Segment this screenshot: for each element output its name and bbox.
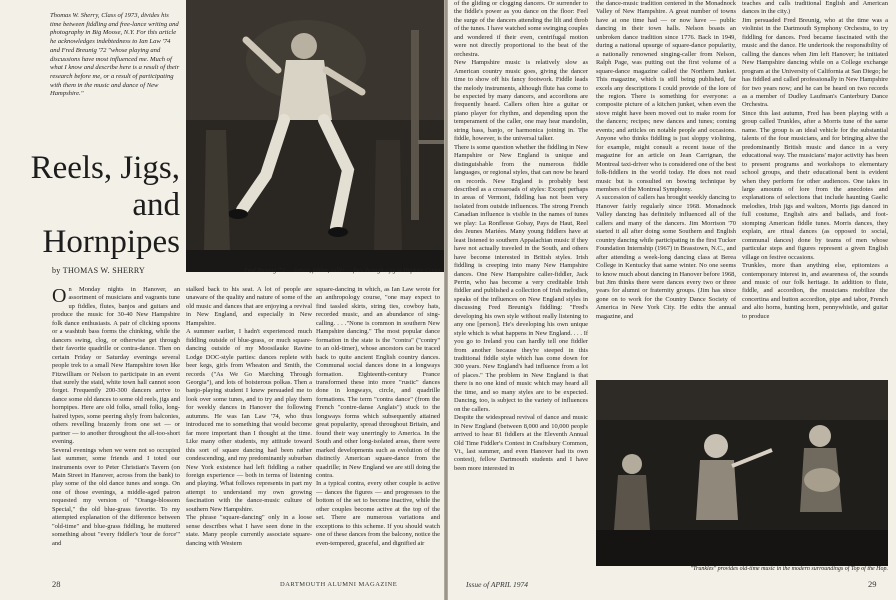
article-title: [20, 150, 180, 261]
right-page: [448, 0, 896, 600]
left-column-3: square-dancing in which, as Ian Law wrote for an anthropology course, "one may expect to find tassled skirts, string ties, cowboy hats, recorded music, and an abundance of sing-calling. . . ."None is common in southern New Hampshire dancing." The most popular dance formation in the state is the "contra" ("contry" to an old-timer), whose ancestors can be traced back to quite ancient English country dances. Communal social dances done in a longways formation. Eighteenth-century France transformed these into more "rustic" dances done in longways, circle, and quadrille formations. The term "contra dance" (from the French "contre-danse Anglais") stuck to the longways forms which subsequently attained great popularity, spread throughout Britain, and found their way unerringly to America. In the South and other long-isolated areas, there were marked developments such as evolution of the distinctly American square-dance from the quadrille; in New England we are still doing the contra. In a typical contra, every other couple is active — dances the figures — and progresses to the bottom of the set to become inactive, while the other couples become active at the top of the set. There are numerous variations and exceptions to this scheme. If you should watch one of these dances from the balcony, notice the even-tempered, graceful, and dignified air: [316, 286, 440, 547]
issue-date: Issue of APRIL 1974: [466, 580, 529, 589]
photo2-caption: "Trunkles" provides old-time music in the modern surroundings of Top of the Hop.: [690, 566, 888, 572]
page-number-left: 28: [52, 579, 61, 589]
photo1-caption: Fred Breunig '72 — dancer, fiddler, caller — flies through a jig at Hopkins Center.: [244, 268, 442, 274]
right-column-3: teaches and calls traditional English and American dances in the city.) Jim persuaded Fred Breunig, who at the time was a violinist in the Dartmouth Symphony Orchestra, to try fiddling for dances. Fred became fascinated with the music and the dance. He undertook the responsibility of calling the dances when Jim left Hanover; he initiated New Hampshire dancing while on a College exchange program at the University of California at San Diego; he has fiddled and called professionally in New Hampshire for two years now; and he can be heard on two records as a member of Dudley Laufman's Canterbury Dance Orchestra. Since this last autumn, Fred has been playing with a group called Trunkles, after a Morris tune of the same name. The group is an ideal vehicle for the substantial talents of the four musicians, and for bringing alive the predominantly British music and dance in a very educational way. The musicians' major activity has been to present programs and workshops to elementary school groups, and their educational bent is evident when they perform for other audiences. One takes in large amounts of lore from the anecdotes and explanations of selections that include haunting Gaelic melodies, Irish jigs and waltzes, Morris jigs danced in full costume, English airs and ballads, and foot-stomping American fiddle tunes. Morris dances, they explain, are ritual dances (as opposed to social, communal dances) done by teams of men whose particular steps and figures represent a given English village on festive occasions. Trunkles, more than anything else, epitomizes a contemporary interest in, and awareness of, the sounds and music of our folk heritage. In addition to flute, fiddle, and accordion, the musicians mobilize the concertina and button accordion, pipe and tabor, French and alto horns, hunting horn, pennywhistle, and guitar to produce: [742, 0, 888, 320]
dancer-illustration: [186, 0, 444, 272]
left-column-1: [52, 286, 180, 576]
title-line-2: and: [132, 187, 180, 223]
right-column-1: of the gliding or clogging dancers. Or surrender to the fiddle's power as you dance on the floor: Feel the surge of the dancers attending the lilt and throb of the tunes. I have watched some swinging couples and wondered if their even, centrifugal motion were not directly proportional to the beat of the orchestra. New Hampshire music is relatively slow as American country music goes, giving the dancer time to show off his fancy footwork. Fiddle leads the melody instruments, although flute has come to be expected by many dancers, and accordions are frequently heard. Callers often hire a guitar or piano player for rhythm, and depending upon the temperament of the caller, one may hear mandolin, string bass, banjo, or harmonica joining in. The fiddle, however, is the universal talker. There is some question whether the fiddling in New Hampshire or New England is unique and distinguishable from the numerous fiddle languages, or regional styles, that can now be heard on records. New England is probably best described as a crossroads of styles: Except perhaps in areas of Vermont, fiddling has not been very isolated from outside influences. The strong French Canadian influence is visible in the names of tunes we play: La Ronflesse Gobay, Pays de Haut, Reel des Jeunes Mariées. Many young fiddlers have at least listened to southern Appalachian music if they have not actually traveled in the South, and others have become interested in British styles. Irish fiddling is creeping into many New Hampshire dances. One New Hampshire caller-fiddler, Jack Perrin, who has become a very creditable Irish fiddler and published a collection of Irish melodies, speaks of the influences on New England styles in discussing Fred Breunig's fiddling: "Fred's developing his own style without really listening to any one [person]. He's developing his own unique style which is what happens in New England. . . . If you go to Ireland you can hardly tell one fiddler from another because they're steeped in this traditional fiddle style which has come down for 300 years. New England's had influence from a lot of places." The problem in New England is that there is no one kind of music which may heard all the time, and so many styles are to be expected. Dancing, too, is subject to the variety of influences on the callers. Despite the widespread revival of dance and music in New England (between 8,000 and 10,000 people arrived to hear 81 fiddlers at the Eleventh Annual Old Time Fiddler's Contest in Craftsbury Common, Vt., last summer, and even Hanover had its own contest), fellow Dartmouth students and I have been more interested in: [454, 0, 588, 472]
page-number-right: 29: [868, 579, 877, 589]
title-line-3: Hornpipes: [42, 224, 180, 260]
left-column-2: stalked back to his seat. A lot of people are unaware of the quality and nature of some of the old music and dances that are enjoying a revival in New England, and especially in New Hampshire. A summer earlier, I hadn't experienced much fiddling outside of blue-grass, or much square-dancing outside of my Moosilauke Ravine Lodge DOC-style parties: dances replete with beer kegs, girls from Wheaton and Smith, the records ("As We Go Marching Through Georgia"), and lots of boisterous polkas. Then a banjo-playing student I knew persuaded me to look over some tunes, and to try and play them for weekly dances in Hanover the following autumns. He was Ian Law '74, who thus introduced me to something that would become far more important than I thought at the time. Like many other students, my attitude toward this sort of square dancing had been rather condescending, and my predominantly suburban New York existence had left fiddling a rather foreign experience — both in terms of listening and playing. What follows represents in part my attempt to understand my own growing fascination with the dance-music culture of southern New Hampshire. The phrase "square-dancing" only in a loose sense describes what I have seen done in the state. Many people currently associate square-dancing with Western: [186, 286, 312, 547]
drop-cap: O: [52, 286, 67, 307]
author-intro: Thomas W. Sherry, Class of 1973, divides his time between fiddling and free-lance writing and photography in Big Moose, N.Y. For this article he acknowledges indebtedness to Ian Law '74 and Fred Breunig '72 "whose playing and discussions have most influenced me. Much of what I know and describe here is a result of their research before me, or a result of participating with them in the music and dance of New Hampshire.": [50, 12, 180, 98]
magazine-name: DARTMOUTH ALUMNI MAGAZINE: [280, 581, 398, 588]
left-page: [0, 0, 444, 600]
right-column-2: the dance-music tradition centered in the Monadnock Valley of New Hampshire. A great number of towns have at one time had — or now have — public dancing in their town halls. Nelson boasts an unbroken dance tradition since 1776. Back in 1949, during a national upsurge of square-dance popularity, a nationally renowned singing-caller from Nelson, Ralph Page, was putting out the first volume of a square-dance magazine called the Northern Junket. This magazine, which is still being published, far excels any descriptions I could provide of the lore of the region. There is something for everyone: a composite picture of a kitchen junket, when even the stove might have been moved out to make room for the dancers; recipes; new dances and tunes; coming events; and articles on notable people and occasions. Anyone who thinks fiddling is just sloppy violining, for example, might consult a recent issue of the magazine for an article on Jean Carrignan, the Montreal taxi-driver who is considered one of the best folk-fiddlers in the world today. He does not read music but is consulted on bowing technique by members of the Montreal Symphony. A succession of callers has brought weekly dancing to Hanover fairly regularly since 1968. Monadnock Valley dancing has definitely influenced all of the callers and many of the dancers. Jim Morrison '70 started it all after doing some Southern and English country dancing while participating in the first Tucker Foundation Internship (1967) in Brasstown, N.C., and after attending a week-long dancing class at Berea College in Kentucky that same winter. No one seems to know much about dancing in Hanover before 1968, but Jim thinks there were dances every two or three years for alumni or fraternity groups. (Jim has since gone on to work for the Country Dance Society of America in New York City. He edits the annual magazine, and: [596, 0, 736, 320]
trunkles-photo: [596, 380, 888, 566]
title-line-1: Reels, Jigs,: [30, 150, 180, 186]
byline: by THOMAS W. SHERRY: [52, 266, 146, 275]
musicians-illustration: [596, 380, 888, 566]
dancer-photo: [186, 0, 444, 272]
column-1-text: n Monday nights in Hanover, an assortment of musicians and vagrants tune up fiddles, flutes, banjos and guitars and produce the music for 30-40 New Hampshire folk dance enthusiasts. A pair of clicking spoons or a washtub bass forms the chinking, while the dancers swing, clog, or otherwise get through their favorite quadrille or contra-dance. Then on certain Friday or Saturday evenings several people trek to a small New Hampshire town like Fitzwilliam or Nelson to participate in an event that surely the staid, white town hall cannot soon forget. Frequently 200-300 dancers arrive to dance some old dances to some old reels, jigs and hornpipes. Here are old folks, small folks, long-haired types, some peering shyly from balconies, others revelling brazenly from one set — or partner — to another throughout the all-too-short evening. Several evenings when we were not so occupied last summer, some friends and I toted our instruments over to Peter Christian's Tavern (on Main Street in Hanover, across from the bank) to play some of the old dance tunes and songs. On one of those evenings, a middle-aged patron requested my version of "Orange-blossom Special," the old blue-grass favorite. To my attempted explanation of the difference between "old-time" and blue-grass fiddling, he muttered something about "every fiddler's 'tour de force'" and: [52, 286, 180, 547]
